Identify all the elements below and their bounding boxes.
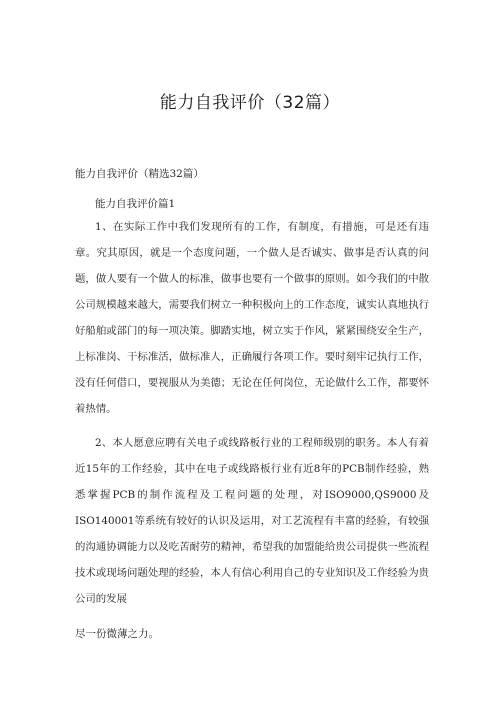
section-heading: 能力自我评价篇1 bbox=[95, 198, 176, 210]
document-title: 能力自我评价（32篇） bbox=[159, 93, 341, 113]
paragraph-continuation: 尽一份微薄之力。 bbox=[75, 628, 159, 640]
paragraph-1: 1、在实际工作中我们发现所有的工作，有制度，有措施，可是还有违章。究其原因，就是一个态度问题，一个做人是否诚实、做事是否认真的问题，做人要有一个做人的标准，做事也要有一个做事的原则。如今我们的中散公司规模越来越大，需要我们树立一种积极向上的工作态度，诚实认真地执行好船舶或部门的每一项决策。脚踏实地，树立实于作风，紧紧围绕安全生产，上标准岗、干标准活，做标准人，正确履行各项工作。要时刻牢记执行工作，没有任何借口，要视服从为美德；无论在任何岗位，无论做什么工作，都要怀着热情。 bbox=[75, 221, 429, 415]
paragraph-2: 2、本人愿意应聘有关电子或线路板行业的工程师级别的职务。本人有着近15年的工作经验，其中在电子或线路板行业有近8年的PCB制作经验，熟悉掌握PCB的制作流程及工程问题的处理，对ISO9000,QS9000及ISO140001等系统有较好的认识及运用，对工艺流程有丰富的经验，有较强的沟通协调能力以及吃苦耐劳的精神，希望我的加盟能给贵公司提供一些流程技术或现场问题处理的经验，本人有信心利用自己的专业知识及工作经验为贵公司的发展 bbox=[75, 437, 429, 605]
document-subtitle: 能力自我评价（精选32篇） bbox=[75, 168, 204, 180]
